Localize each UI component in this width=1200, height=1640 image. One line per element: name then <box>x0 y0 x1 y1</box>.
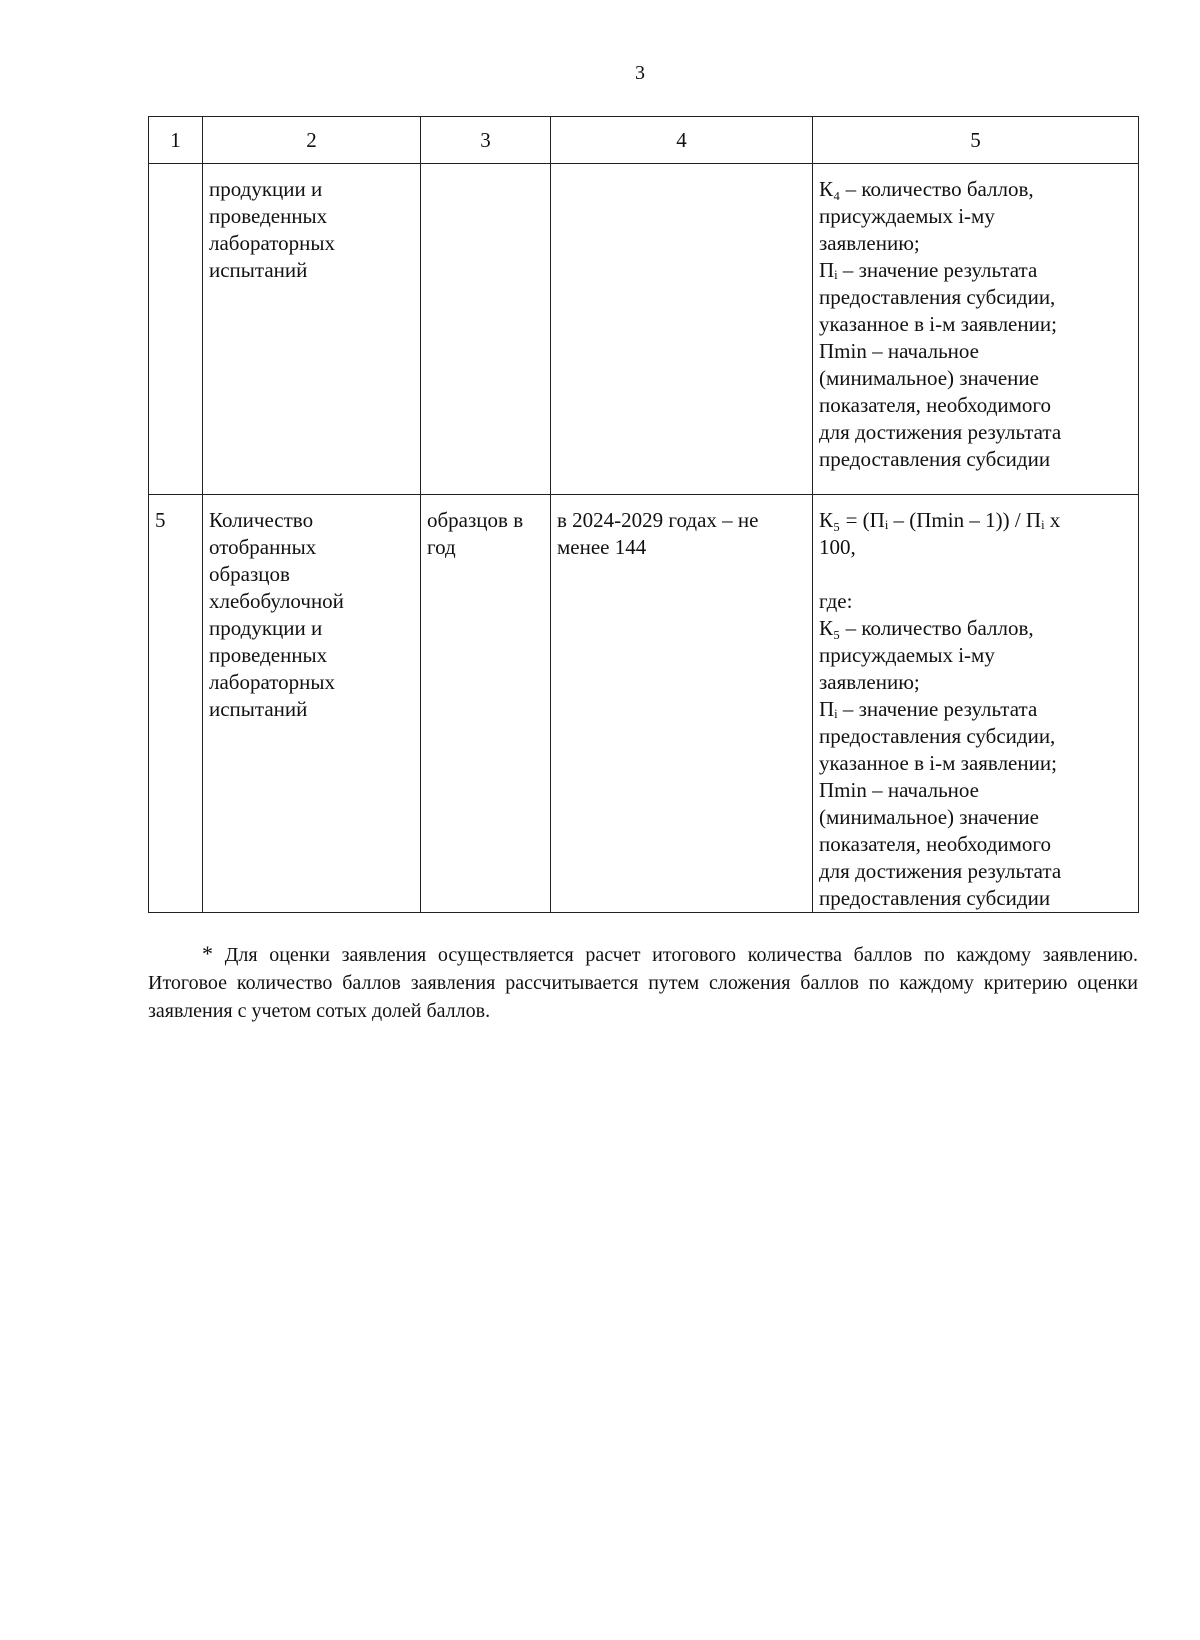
header-cell-5: 5 <box>813 117 1139 164</box>
text-line: Количество <box>209 508 314 532</box>
table-row <box>149 495 1139 913</box>
blank-line <box>819 561 1132 588</box>
text-line: продукции и <box>209 616 323 640</box>
table-header-row <box>149 117 1139 164</box>
header-cell-2: 2 <box>203 117 421 164</box>
table-row <box>149 164 1139 495</box>
text-line: Пᵢ – значение результата <box>819 258 1038 282</box>
text-line: образцов <box>209 562 290 586</box>
text-line: предоставления субсидии <box>819 447 1051 471</box>
text-line: в 2024-2029 годах – не <box>557 508 759 532</box>
footnote <box>148 940 1138 1025</box>
text-line: присуждаемых i-му <box>819 643 995 667</box>
criteria-table <box>148 116 1139 913</box>
row-b-formula-legend <box>819 588 1132 912</box>
header-cell-4: 4 <box>551 117 813 164</box>
text-line: продукции и <box>209 177 323 201</box>
text-line: предоставления субсидии <box>819 886 1051 910</box>
text-line: проведенных <box>209 643 328 667</box>
text-line: Пmin – начальное <box>819 778 979 802</box>
text-line: испытаний <box>209 258 308 282</box>
text-line: год <box>427 535 456 559</box>
text-line: указанное в i-м заявлении; <box>819 312 1057 336</box>
text-line: образцов в <box>427 508 524 532</box>
text-line: предоставления субсидии, <box>819 724 1056 748</box>
row-b-target <box>551 495 813 913</box>
text-line: проведенных <box>209 204 328 228</box>
row-b-unit <box>421 495 551 913</box>
text-line: лабораторных <box>209 231 336 255</box>
text-line: указанное в i-м заявлении; <box>819 751 1057 775</box>
text-line: Пᵢ – значение результата <box>819 697 1038 721</box>
text-line: заявлению; <box>819 670 920 694</box>
text-line: 100, <box>819 535 856 559</box>
text-line: показателя, необходимого <box>819 832 1051 856</box>
text-line: лабораторных <box>209 670 336 694</box>
row-a-unit <box>421 164 551 495</box>
text-line: хлебобулочной <box>209 589 344 613</box>
row-a-number <box>149 164 203 495</box>
text-line: (минимальное) значение <box>819 805 1039 829</box>
header-cell-3: 3 <box>421 117 551 164</box>
row-b-formula <box>819 507 1132 561</box>
text-line: для достижения результата <box>819 859 1062 883</box>
text-line: (минимальное) значение <box>819 366 1039 390</box>
text-line: предоставления субсидии, <box>819 285 1056 309</box>
text-line: К₅ – количество баллов, <box>819 616 1034 640</box>
footnote-star: * <box>202 941 213 966</box>
text-line: менее 144 <box>557 535 647 559</box>
row-a-target <box>551 164 813 495</box>
page-number: 3 <box>635 62 645 84</box>
text-line: испытаний <box>209 697 308 721</box>
header-cell-1: 1 <box>149 117 203 164</box>
row-b-formula-cell <box>813 495 1139 913</box>
text-line: показателя, необходимого <box>819 393 1051 417</box>
row-a-criterion <box>203 164 421 495</box>
row-a-formula-legend <box>813 164 1139 495</box>
text-line: К₅ = (Пᵢ – (Пmin – 1)) / Пᵢ х <box>819 508 1061 532</box>
row-b-criterion <box>203 495 421 913</box>
text-line: для достижения результата <box>819 420 1062 444</box>
text-line: присуждаемых i-му <box>819 204 995 228</box>
footnote-text: Для оценки заявления осуществляется расчет итогового количества баллов по каждому заявлению. Итоговое количество баллов заявления рассчитывается путем сложения баллов по каждому критерию оценки заявления с учетом сотых долей баллов. <box>148 944 1139 1022</box>
text-line: К₄ – количество баллов, <box>819 177 1034 201</box>
text-line: заявлению; <box>819 231 920 255</box>
text-line: Пmin – начальное <box>819 339 979 363</box>
text-line: отобранных <box>209 535 317 559</box>
row-b-number: 5 <box>149 495 203 913</box>
text-line: где: <box>819 589 853 613</box>
